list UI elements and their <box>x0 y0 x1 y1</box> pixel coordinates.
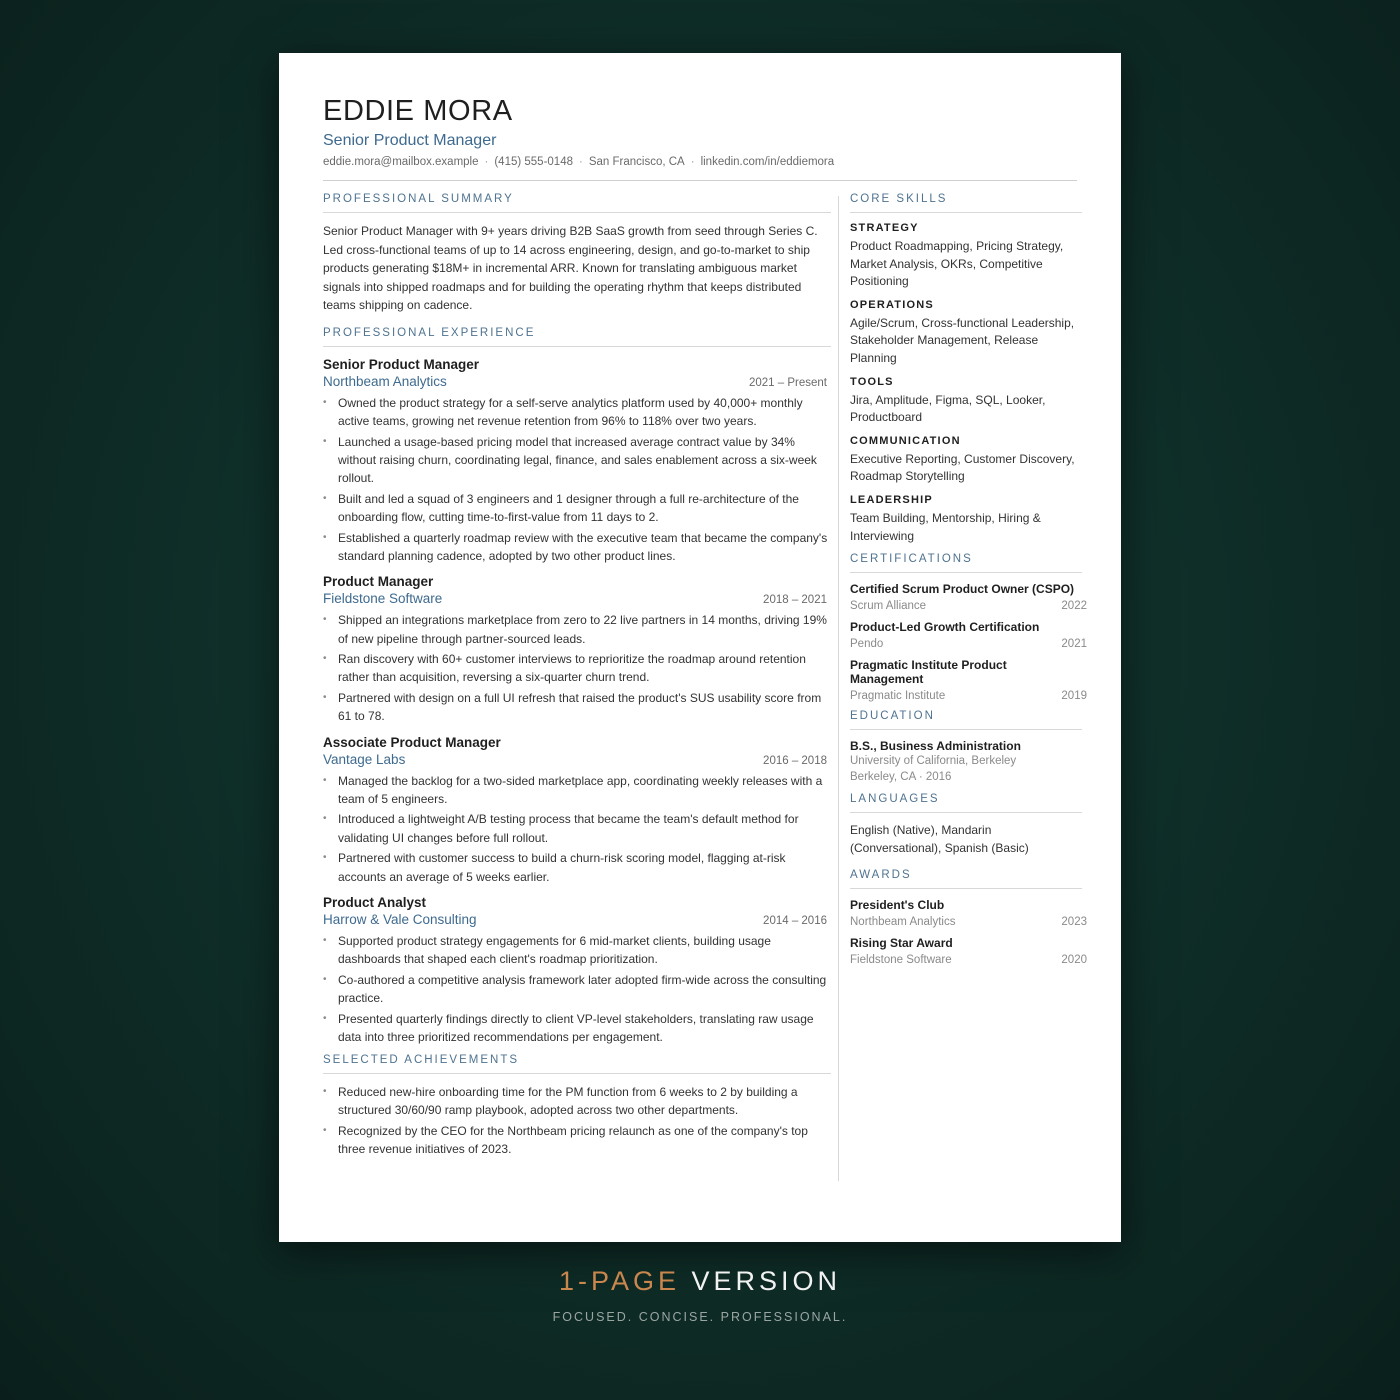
contact-separator: · <box>484 156 489 168</box>
awards-section <box>850 869 1087 967</box>
skill-group-text: Product Roadmapping, Pricing Strategy, Market Analysis, OKRs, Competitive Positioning <box>850 239 1064 289</box>
resume-page <box>279 53 1121 1242</box>
contact-location: San Francisco, CA <box>588 156 685 168</box>
education-details: Berkeley, CA · 2016 <box>850 771 952 784</box>
job-company: Fieldstone Software <box>323 591 443 607</box>
job-title: Associate Product Manager <box>323 734 501 750</box>
job-company: Northbeam Analytics <box>323 373 447 389</box>
skills-section <box>850 193 1082 545</box>
award-item <box>850 898 1087 929</box>
bullet-item: • Partnered with customer success to build a churn-risk scoring model, flagging at-risk accounts an average of 5 weeks earlier. <box>323 849 831 885</box>
contact-phone: (415) 555-0148 <box>494 156 573 168</box>
bullet-item: • Supported product strategy engagements for 6 mid-market clients, building usage dashboards that shaped each client's roadmap prioritization. <box>323 932 831 968</box>
bullet-item: • Reduced new-hire onboarding time for the PM function from 6 weeks to 2 by building a structured 30/60/90 ramp playbook, adopted across two other departments. <box>323 1083 831 1119</box>
skill-group-title: TOOLS <box>850 375 894 388</box>
job-entry <box>323 734 831 886</box>
bullet-item: • Recognized by the CEO for the Northbeam pricing relaunch as one of the company's top three revenue initiatives of 2023. <box>323 1122 831 1158</box>
job-dates: 2014 – 2016 <box>763 914 827 927</box>
contact-separator: · <box>579 156 583 168</box>
candidate-role: Senior Product Manager <box>323 132 497 149</box>
award-year: 2023 <box>1061 916 1087 929</box>
caption-rest: VERSION <box>680 1266 842 1296</box>
certification-item <box>850 658 1087 703</box>
job-title: Product Manager <box>323 574 434 590</box>
contact-email: eddie.mora@mailbox.example <box>323 156 479 168</box>
skill-group-title: OPERATIONS <box>850 298 934 311</box>
bullet-item: • Launched a usage-based pricing model that increased average contract value by 34% without raising churn, coordinating legal, finance, and sales enablement across a six-week rollout. <box>323 433 831 488</box>
column-divider <box>838 196 839 1181</box>
summary-section <box>323 193 831 315</box>
bullet-item: • Presented quarterly findings directly to client VP-level stakeholders, translating raw usage data into three prioritized recommendations per engagement. <box>323 1010 831 1046</box>
job-bullets <box>323 932 831 1046</box>
bullet-item: • Ran discovery with 60+ customer interviews to reprioritize the roadmap around retention rather than acquisition, reversing a six-quarter churn trend. <box>323 650 831 686</box>
award-org: Fieldstone Software <box>850 954 952 967</box>
certification-name: Pragmatic Institute Product Management <box>850 658 1007 687</box>
tagline: FOCUSED. CONCISE. PROFESSIONAL. <box>552 1310 848 1324</box>
section-title: CORE SKILLS <box>850 193 1082 213</box>
version-caption <box>0 1266 1400 1297</box>
certification-name: Product-Led Growth Certification <box>850 620 1040 635</box>
skill-group-title: COMMUNICATION <box>850 434 961 447</box>
candidate-name: EDDIE MORA <box>323 95 513 127</box>
job-entry <box>323 356 831 565</box>
certification-issuer: Scrum Alliance <box>850 600 927 613</box>
section-title: EDUCATION <box>850 710 1082 730</box>
bullet-item: • Established a quarterly roadmap review with the executive team that became the company's standard planning cadence, adopted by two other product lines. <box>323 529 831 565</box>
job-title: Senior Product Manager <box>323 356 480 372</box>
education-school: University of California, Berkeley <box>850 755 1017 768</box>
section-title: LANGUAGES <box>850 793 1082 813</box>
achievement-bullets <box>323 1083 831 1158</box>
certification-item <box>850 582 1087 613</box>
bullet-item: • Built and led a squad of 3 engineers and 1 designer through a full re-architecture of the onboarding flow, cutting time-to-first-value from 11 days to 2. <box>323 490 831 526</box>
contact-separator: · <box>690 156 695 168</box>
languages-text: English (Native), Mandarin (Conversational), Spanish (Basic) <box>850 823 1029 855</box>
bullet-item: • Introduced a lightweight A/B testing process that became the team's default method for validating UI changes before full rollout. <box>323 810 831 846</box>
job-dates: 2016 – 2018 <box>763 754 827 767</box>
bullet-item: • Co-authored a competitive analysis framework later adopted firm-wide across the consulting practice. <box>323 971 831 1007</box>
skill-group-title: STRATEGY <box>850 222 919 234</box>
certification-year: 2021 <box>1061 638 1087 651</box>
section-title: SELECTED ACHIEVEMENTS <box>323 1054 831 1074</box>
bullet-item: • Managed the backlog for a two-sided marketplace app, coordinating weekly releases with a team of 5 engineers. <box>323 772 831 808</box>
skill-group-text: Jira, Amplitude, Figma, SQL, Looker, Productboard <box>850 392 1046 425</box>
job-bullets <box>323 772 831 886</box>
caption-accent: 1-PAGE <box>558 1266 680 1296</box>
education-degree: B.S., Business Administration <box>850 739 1021 754</box>
certification-year: 2022 <box>1061 600 1087 613</box>
award-name: Rising Star Award <box>850 936 953 951</box>
job-dates: 2018 – 2021 <box>763 594 827 607</box>
experience-section <box>323 327 831 1046</box>
certification-name: Certified Scrum Product Owner (CSPO) <box>850 582 1075 597</box>
section-title: PROFESSIONAL SUMMARY <box>323 193 831 213</box>
job-title: Product Analyst <box>323 894 427 910</box>
skill-group-text: Executive Reporting, Customer Discovery, Roadmap Storytelling <box>850 451 1075 484</box>
certification-issuer: Pendo <box>850 638 884 651</box>
sidebar-column <box>850 193 1087 974</box>
skill-group-text: Agile/Scrum, Cross-functional Leadership, Stakeholder Management, Release Planning <box>850 315 1075 365</box>
contact-linkedin: linkedin.com/in/eddiemora <box>700 156 835 168</box>
contact-line <box>323 156 834 168</box>
section-title: CERTIFICATIONS <box>850 553 1082 573</box>
education-section <box>850 710 1082 785</box>
header-divider <box>323 180 1077 181</box>
job-dates: 2021 – Present <box>748 376 827 389</box>
certifications-section <box>850 553 1087 703</box>
job-entry <box>323 894 831 1046</box>
languages-section <box>850 793 1082 857</box>
job-bullets <box>323 394 831 565</box>
job-company: Harrow & Vale Consulting <box>323 911 477 927</box>
award-name: President's Club <box>850 898 945 913</box>
achievements-section <box>323 1054 831 1158</box>
section-title: AWARDS <box>850 869 1082 889</box>
certification-item <box>850 620 1087 651</box>
award-item <box>850 936 1087 967</box>
bullet-item: • Partnered with design on a full UI refresh that raised the product's SUS usability score from 61 to 78. <box>323 689 831 725</box>
skill-group-title: LEADERSHIP <box>850 493 933 506</box>
section-title: PROFESSIONAL EXPERIENCE <box>323 327 831 347</box>
summary-text: Senior Product Manager with 9+ years driving B2B SaaS growth from seed through Series C. Led cross-functional teams of up to 14 across engineering, design, and go-to-market to ship products generating $18M+ in incremental ARR. Known for translating ambiguous market signals into shipped roadmaps and for building the operating rhythm that keeps distributed teams shipping on cadence. <box>323 224 818 313</box>
certification-year: 2019 <box>1061 690 1087 703</box>
job-bullets <box>323 611 831 725</box>
certification-issuer: Pragmatic Institute <box>850 690 946 703</box>
main-column <box>323 193 831 1161</box>
job-entry <box>323 573 831 725</box>
skill-group-text: Team Building, Mentorship, Hiring & Interviewing <box>850 510 1041 543</box>
job-company: Vantage Labs <box>323 751 406 767</box>
bullet-item: • Owned the product strategy for a self-serve analytics platform used by 40,000+ monthly active teams, growing net revenue retention from 96% to 118% over two years. <box>323 394 831 430</box>
award-year: 2020 <box>1061 954 1087 967</box>
bullet-item: • Shipped an integrations marketplace from zero to 22 live partners in 14 months, driving 19% of new pipeline through partner-sourced leads. <box>323 611 831 647</box>
award-org: Northbeam Analytics <box>850 916 956 929</box>
